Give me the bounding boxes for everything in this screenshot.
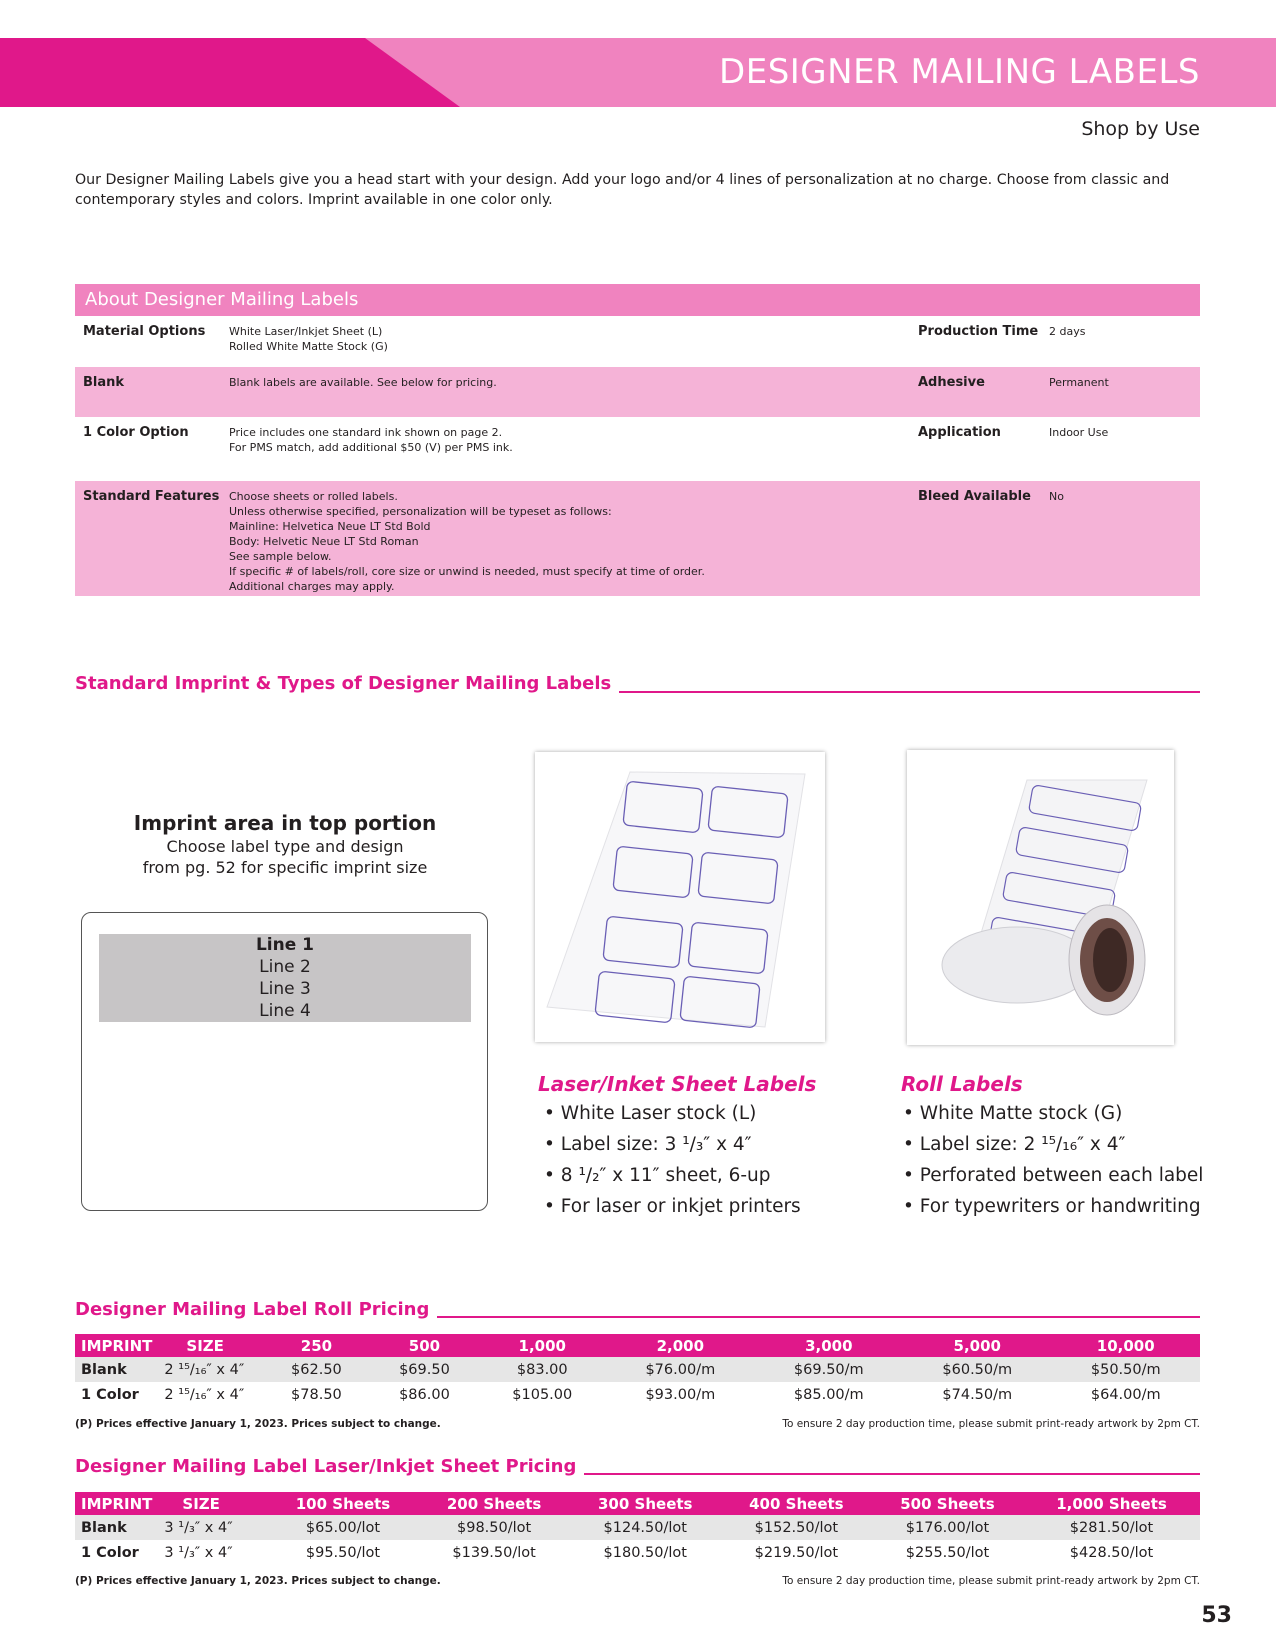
table-cell: $124.50/lot <box>570 1515 721 1540</box>
table-cell: 2 ¹⁵/₁₆″ x 4″ <box>164 1386 245 1403</box>
page-number: 53 <box>1201 1603 1232 1628</box>
list-item: • 8 ¹/₂″ x 11″ sheet, 6-up <box>544 1165 771 1186</box>
table-cell: $62.50 <box>262 1357 370 1382</box>
about-label-2: Adhesive <box>918 375 985 390</box>
section-divider <box>560 691 1200 693</box>
about-table <box>75 284 1200 596</box>
table-row <box>75 1515 1200 1540</box>
about-table-title: About Designer Mailing Labels <box>75 284 1200 316</box>
about-label: Material Options <box>83 324 206 339</box>
table-cell: $105.00 <box>512 1386 573 1403</box>
production-note: To ensure 2 day production time, please submit print-ready artwork by 2pm CT. <box>782 1418 1200 1430</box>
column-header: 300 Sheets <box>570 1492 721 1515</box>
column-header: 3,000 <box>755 1334 903 1357</box>
sheet-pricing-heading: Designer Mailing Label Laser/Inkjet Sheet Pricing <box>75 1456 584 1477</box>
column-header: 250 <box>262 1334 370 1357</box>
about-value-2: 2 days <box>1049 325 1086 338</box>
column-header: 1,000 Sheets <box>1023 1492 1200 1515</box>
table-cell: $219.50/lot <box>754 1544 839 1561</box>
table-cell: $86.00 <box>399 1386 450 1403</box>
production-note: To ensure 2 day production time, please submit print-ready artwork by 2pm CT. <box>782 1575 1200 1587</box>
about-label-2: Bleed Available <box>918 489 1031 504</box>
imprint-line: Line 3 <box>259 979 311 999</box>
table-cell: $95.50/lot <box>305 1544 381 1561</box>
table-cell: $83.00 <box>478 1357 606 1382</box>
column-header: SIZE <box>152 1334 262 1357</box>
table-row <box>75 1357 1200 1382</box>
column-header: 100 Sheets <box>267 1492 418 1515</box>
feature-text: Perforated between each label <box>919 1165 1204 1186</box>
intro-paragraph: Our Designer Mailing Labels give you a head start with your design. Add your logo and/or 4 lines of personalization at no charge. Choose from classic and contemporary styles and colors. Imprint available in one color only. <box>75 172 1170 208</box>
table-cell: $93.00/m <box>645 1386 716 1403</box>
imprint-area <box>99 934 471 1022</box>
column-header: IMPRINT <box>75 1334 152 1357</box>
imprint-caption-title: Imprint area in top portion <box>133 811 437 835</box>
table-cell: 3 ¹/₃″ x 4″ <box>152 1515 267 1540</box>
section-divider <box>538 1473 1200 1475</box>
table-cell: Blank <box>75 1357 152 1382</box>
feature-text: Label size: 3 ¹/₃″ x 4″ <box>560 1134 752 1155</box>
table-cell: 1 Color <box>81 1386 139 1403</box>
imprint-line: Line 2 <box>259 957 311 977</box>
imprint-line: Line 1 <box>255 935 315 955</box>
column-header: IMPRINT <box>75 1492 152 1515</box>
table-row <box>75 1382 1200 1407</box>
about-value: White Laser/Inkjet Sheet (L) Rolled White Matte Stock (G) <box>229 325 388 353</box>
list-item: • For laser or inkjet printers <box>544 1196 801 1217</box>
about-label-2: Production Time <box>918 324 1039 339</box>
column-header: 200 Sheets <box>419 1492 570 1515</box>
imprint-caption-line: from pg. 52 for specific imprint size <box>142 858 428 877</box>
imprint-section-heading: Standard Imprint & Types of Designer Mailing Labels <box>75 673 619 694</box>
list-item: • White Laser stock (L) <box>544 1103 757 1124</box>
roll-pricing-heading: Designer Mailing Label Roll Pricing <box>75 1299 437 1320</box>
sheet-labels-title: Laser/Inket Sheet Labels <box>538 1072 817 1096</box>
table-header-row <box>75 1334 1200 1357</box>
column-header: 500 Sheets <box>872 1492 1023 1515</box>
roll-labels-title: Roll Labels <box>901 1072 1023 1096</box>
section-subtitle: Shop by Use <box>1081 118 1200 140</box>
column-header: SIZE <box>152 1492 267 1515</box>
table-cell: $176.00/lot <box>872 1515 1023 1540</box>
roll-labels-features <box>903 1098 1203 1222</box>
table-cell: 2 ¹⁵/₁₆″ x 4″ <box>152 1357 262 1382</box>
list-item: • Perforated between each label <box>903 1165 1204 1186</box>
about-value-2: No <box>1049 490 1064 503</box>
table-cell: $69.50 <box>370 1357 478 1382</box>
sheet-labels-features <box>544 1098 801 1222</box>
column-header: 10,000 <box>1052 1334 1201 1357</box>
about-value: Blank labels are available. See below for pricing. <box>229 376 497 389</box>
feature-text: White Laser stock (L) <box>560 1103 757 1124</box>
table-cell: $152.50/lot <box>721 1515 872 1540</box>
column-header: 2,000 <box>606 1334 754 1357</box>
column-header: 400 Sheets <box>721 1492 872 1515</box>
about-label: Standard Features <box>83 489 220 504</box>
table-row <box>75 1540 1200 1565</box>
sheet-labels-photo <box>535 752 825 1042</box>
table-cell: $98.50/lot <box>419 1515 570 1540</box>
about-row-blank <box>75 367 1200 417</box>
about-label: Blank <box>83 375 125 390</box>
sheet-pricing-table <box>75 1492 1200 1565</box>
column-header: 1,000 <box>478 1334 606 1357</box>
feature-text: Label size: 2 ¹⁵/₁₆″ x 4″ <box>919 1134 1126 1155</box>
list-item: • Label size: 3 ¹/₃″ x 4″ <box>544 1134 752 1155</box>
list-item: • For typewriters or handwriting <box>903 1196 1201 1217</box>
table-cell: $139.50/lot <box>452 1544 536 1561</box>
column-header: 500 <box>370 1334 478 1357</box>
about-value-2: Permanent <box>1049 376 1109 389</box>
about-label-2: Application <box>918 425 1001 440</box>
table-cell: $74.50/m <box>942 1386 1013 1403</box>
about-value: Choose sheets or rolled labels. Unless otherwise specified, personalization will be typeset as follows: Mainline: Helvetica Neue LT Std Bold Body: Helvetic Neue LT Std Roman See sample below. If specific # of labels/roll, core size or unwind is needed, must specify at time of order. Additional charges may apply. <box>229 490 705 593</box>
list-item: • Label size: 2 ¹⁵/₁₆″ x 4″ <box>903 1134 1126 1155</box>
feature-text: 8 ¹/₂″ x 11″ sheet, 6-up <box>560 1165 771 1186</box>
table-cell: $64.00/m <box>1090 1386 1161 1403</box>
table-cell: Blank <box>75 1515 152 1540</box>
table-cell: $180.50/lot <box>603 1544 687 1561</box>
table-header-row <box>75 1492 1200 1515</box>
about-value-2: Indoor Use <box>1049 426 1109 439</box>
table-cell: $76.00/m <box>606 1357 754 1382</box>
feature-text: White Matte stock (G) <box>919 1103 1123 1124</box>
about-row-standard-features <box>75 481 1200 596</box>
about-label: 1 Color Option <box>83 425 189 440</box>
table-cell: $69.50/m <box>755 1357 903 1382</box>
about-row-color-option <box>75 417 1200 481</box>
table-cell: $85.00/m <box>793 1386 864 1403</box>
table-cell: $281.50/lot <box>1023 1515 1200 1540</box>
table-cell: $65.00/lot <box>267 1515 418 1540</box>
about-value: Price includes one standard ink shown on page 2. For PMS match, add additional $50 (V) per PMS ink. <box>229 426 513 454</box>
table-cell: 1 Color <box>81 1544 139 1561</box>
table-cell: $60.50/m <box>903 1357 1051 1382</box>
feature-text: For typewriters or handwriting <box>919 1196 1201 1217</box>
imprint-caption-line: Choose label type and design <box>166 837 404 856</box>
roll-pricing-table <box>75 1334 1200 1407</box>
price-note: (P) Prices effective January 1, 2023. Prices subject to change. <box>75 1418 441 1430</box>
table-cell: 3 ¹/₃″ x 4″ <box>164 1544 233 1561</box>
table-cell: $78.50 <box>291 1386 342 1403</box>
table-cell: $255.50/lot <box>905 1544 990 1561</box>
imprint-caption <box>90 810 480 878</box>
page-title: DESIGNER MAILING LABELS <box>719 52 1200 92</box>
imprint-line: Line 4 <box>259 1001 311 1021</box>
table-cell: $50.50/m <box>1052 1357 1201 1382</box>
section-divider <box>400 1316 1200 1318</box>
price-note: (P) Prices effective January 1, 2023. Prices subject to change. <box>75 1575 441 1587</box>
list-item: • White Matte stock (G) <box>903 1103 1123 1124</box>
feature-text: For laser or inkjet printers <box>560 1196 801 1217</box>
table-cell: $428.50/lot <box>1069 1544 1154 1561</box>
roll-labels-photo <box>907 750 1174 1045</box>
column-header: 5,000 <box>903 1334 1051 1357</box>
about-row-material <box>75 316 1200 367</box>
